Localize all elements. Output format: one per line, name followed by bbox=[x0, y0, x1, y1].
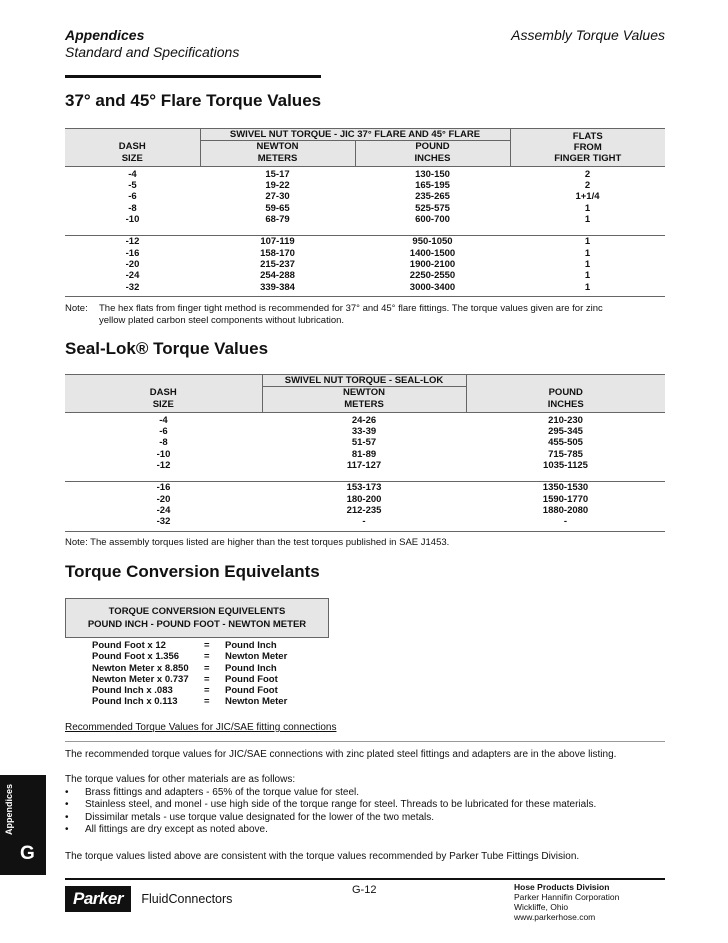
table-cell: 117-127 bbox=[346, 460, 382, 472]
seallok-pound-header: POUND INCHES bbox=[466, 375, 665, 413]
table-row bbox=[65, 412, 665, 426]
bullet-icon: • bbox=[65, 824, 69, 836]
table-cell: -12 bbox=[125, 236, 140, 248]
list-item bbox=[65, 799, 665, 812]
table-row bbox=[65, 482, 665, 494]
header-rule bbox=[65, 75, 321, 78]
table-cell: 180-200 bbox=[346, 493, 382, 505]
recommended-closing: The torque values listed above are consistent with the torque values recommended by Parker Tube Fittings Division. bbox=[65, 851, 580, 862]
table-cell: -20 bbox=[125, 258, 140, 270]
seallok-group-header: SWIVEL NUT TORQUE - SEAL-LOK bbox=[262, 375, 466, 387]
table-cell: 254-288 bbox=[260, 270, 295, 282]
subsection-name: Standard and Specifications bbox=[65, 44, 240, 60]
table-row bbox=[65, 191, 665, 202]
dash-size-header: DASH SIZE bbox=[65, 129, 200, 167]
table-row bbox=[65, 259, 665, 270]
conversion-cell: Pound Foot x 1.356 bbox=[92, 651, 180, 663]
table-cell: 158-170 bbox=[260, 247, 295, 259]
flare-torque-table: DASH SIZE SWIVEL NUT TORQUE - JIC 37° FLARE AND 45° FLARE FLATS FROM FINGER TIGHT NEWTON POUND METERS INCHES -4 15-17 130-150 2 -5 19-22 165-195 2 -6 27-30 235-265 1+1/4 -8 59-65 525-575 1 -10 68-79 600-700 1 -12 107-119 950-1050 1 -16 158-170 1400-1500 1 -20 215-237 1900-2100 1 -24 254-288 2250-2550 1 -32 339-384 3000-3400 1 bbox=[65, 128, 665, 297]
bullet-icon: • bbox=[65, 799, 69, 811]
table-row bbox=[65, 248, 665, 259]
table-cell: 130-150 bbox=[415, 168, 450, 180]
table-row bbox=[65, 180, 665, 191]
page-header bbox=[65, 27, 239, 61]
table-cell: -24 bbox=[156, 504, 171, 516]
list-item bbox=[65, 824, 665, 837]
table-cell: -16 bbox=[156, 482, 171, 494]
bullet-text: Stainless steel, and monel - use high side of the torque range for steel. Threads to be lubricated for these materials. bbox=[85, 799, 597, 811]
conversion-cell: = bbox=[204, 685, 210, 697]
conversion-cell: Pound Inch x .083 bbox=[92, 685, 173, 697]
table-cell: 59-65 bbox=[265, 202, 290, 214]
footer-rule bbox=[65, 878, 665, 880]
seallok-torque-table: DASH SIZE SWIVEL NUT TORQUE - SEAL-LOK POUND INCHES NEWTON METERS -4 24-26 210-230 -6 33-39 295-345 -8 51-57 455-505 -10 81-89 715-785 -12 117-127 1035-1125 -16 153-173 1350-1530 -20 180-200 1590-1770 -24 212-235 1880-2080 -32 - - bbox=[65, 374, 665, 532]
table-cell: 950-1050 bbox=[412, 236, 453, 248]
conversion-cell: Newton Meter x 8.850 bbox=[92, 662, 189, 674]
table-cell: -6 bbox=[159, 426, 168, 438]
conversion-row bbox=[92, 651, 287, 662]
table-cell: -10 bbox=[125, 214, 140, 226]
appendix-tab-letter: G bbox=[20, 843, 35, 864]
table-cell: 81-89 bbox=[351, 448, 377, 460]
table-cell: 339-384 bbox=[260, 281, 295, 293]
conversion-list bbox=[92, 640, 287, 708]
table-cell: -32 bbox=[156, 516, 171, 528]
table-cell: 1 bbox=[584, 270, 591, 282]
recommended-title: Recommended Torque Values for JIC/SAE fitting connections bbox=[65, 722, 337, 733]
pound-inches-header: POUND bbox=[355, 141, 510, 153]
table-cell: -4 bbox=[159, 414, 168, 426]
bullet-icon: • bbox=[65, 811, 69, 823]
section-name: Appendices bbox=[65, 27, 145, 43]
conversion-cell: Newton Meter bbox=[225, 696, 288, 708]
page-number: G-12 bbox=[352, 884, 377, 896]
table-cell: 2 bbox=[584, 180, 591, 192]
conversion-cell: Pound Foot bbox=[225, 685, 278, 697]
list-item bbox=[65, 787, 665, 800]
table-cell: 295-345 bbox=[548, 426, 583, 438]
table-cell: -8 bbox=[128, 202, 137, 214]
recommended-rule bbox=[65, 741, 665, 742]
seallok-section-title: Seal-Lok® Torque Values bbox=[65, 339, 269, 358]
table-cell: 235-265 bbox=[415, 191, 450, 203]
parker-logo bbox=[65, 886, 232, 914]
bullet-text: Dissimilar metals - use torque value designated for the lower of the two metals. bbox=[85, 811, 435, 823]
table-row bbox=[65, 203, 665, 214]
table-cell: 2250-2550 bbox=[409, 270, 456, 282]
parker-logo-mark: Parker bbox=[65, 886, 131, 912]
conversion-section-title: Torque Conversion Equivelants bbox=[65, 562, 320, 581]
conversion-cell: = bbox=[204, 651, 210, 663]
table-cell: -20 bbox=[156, 493, 171, 505]
table-row bbox=[65, 236, 665, 248]
conversion-row bbox=[92, 640, 287, 651]
fluid-connectors-brand: FluidConnectors bbox=[141, 892, 233, 906]
table-cell: -24 bbox=[125, 270, 140, 282]
conversion-row bbox=[92, 696, 287, 707]
table-cell: 1880-2080 bbox=[542, 504, 589, 516]
table-cell: 1 bbox=[584, 281, 591, 293]
conversion-cell: Pound Inch x 0.113 bbox=[92, 696, 178, 708]
table-cell: 1900-2100 bbox=[409, 258, 456, 270]
table-row bbox=[65, 505, 665, 516]
conversion-cell: Newton Meter bbox=[225, 651, 288, 663]
table-cell: 525-575 bbox=[415, 202, 450, 214]
table-cell: 210-230 bbox=[548, 414, 583, 426]
table-cell: 19-22 bbox=[265, 180, 290, 192]
table-cell: 1 bbox=[584, 258, 591, 270]
conversion-row bbox=[92, 674, 287, 685]
table-cell: - bbox=[362, 516, 366, 528]
table-cell: 215-237 bbox=[260, 258, 295, 270]
table-cell: 68-79 bbox=[265, 214, 290, 226]
table-cell: - bbox=[563, 516, 568, 528]
table-row bbox=[65, 282, 665, 293]
table-cell: -8 bbox=[159, 437, 168, 449]
table-cell: 715-785 bbox=[548, 448, 583, 460]
table-cell: 24-26 bbox=[351, 414, 377, 426]
bullet-icon: • bbox=[65, 786, 69, 798]
flare-section-title: 37° and 45° Flare Torque Values bbox=[65, 91, 322, 110]
table-cell: 1 bbox=[584, 247, 591, 259]
recommended-materials: The torque values for other materials are as follows: • Brass fittings and adapters - 65% of the torque value for steel. • Stainless steel, and monel - use high side of the torque range for steel. Threads to be lubricated for these materials. • Dissimilar metals - use torque value designated for the lower of the two metals. • All fittings are dry except as noted above. bbox=[65, 774, 665, 837]
conversion-cell: = bbox=[204, 696, 210, 708]
appendix-tab bbox=[0, 775, 46, 875]
table-cell: -4 bbox=[128, 168, 137, 180]
table-row bbox=[65, 516, 665, 527]
conversion-cell: Pound Foot bbox=[225, 673, 278, 685]
bullet-text: Brass fittings and adapters - 65% of the torque value for steel. bbox=[85, 786, 360, 798]
conversion-cell: = bbox=[204, 662, 210, 674]
flare-note: Note: The hex flats from finger tight method is recommended for 37° and 45° flare fittings. The torque values given are for zinc yellow plated carbon steel components without lubrication. bbox=[65, 303, 603, 326]
table-cell: -10 bbox=[156, 448, 171, 460]
table-cell: 1400-1500 bbox=[409, 247, 456, 259]
table-cell: 27-30 bbox=[265, 191, 290, 203]
table-cell: 33-39 bbox=[351, 426, 377, 438]
conversion-row bbox=[92, 685, 287, 696]
recommended-intro: The recommended torque values for JIC/SAE connections with zinc plated steel fittings and adapters are in the above listing. bbox=[65, 749, 617, 760]
division-info: Hose Products Division Parker Hannifin Corporation Wickliffe, Ohio www.parkerhose.com bbox=[514, 882, 620, 922]
table-row bbox=[65, 460, 665, 471]
table-cell: -5 bbox=[128, 180, 137, 192]
table-row bbox=[65, 270, 665, 281]
header-right-title: Assembly Torque Values bbox=[511, 27, 665, 43]
table-cell: -16 bbox=[125, 247, 140, 259]
swivel-nut-group-header: SWIVEL NUT TORQUE - JIC 37° FLARE AND 45° FLARE bbox=[200, 129, 510, 141]
conversion-row bbox=[92, 663, 287, 674]
table-cell: 2 bbox=[584, 168, 591, 180]
appendix-tab-label: Appendices bbox=[4, 783, 14, 835]
conversion-cell: Pound Inch bbox=[225, 662, 277, 674]
table-cell: 107-119 bbox=[260, 236, 295, 248]
seallok-dash-header: DASH SIZE bbox=[65, 375, 262, 413]
conversion-cell: = bbox=[204, 673, 210, 685]
table-cell: 51-57 bbox=[351, 437, 377, 449]
flats-header: FLATS FROM FINGER TIGHT bbox=[510, 129, 665, 167]
table-row bbox=[65, 449, 665, 460]
table-cell: 1+1/4 bbox=[575, 191, 600, 203]
table-row bbox=[65, 426, 665, 437]
table-cell: 165-195 bbox=[415, 180, 450, 192]
table-cell: -6 bbox=[128, 191, 137, 203]
table-row bbox=[65, 214, 665, 225]
seallok-newton-header: NEWTON bbox=[262, 387, 466, 399]
table-cell: 1590-1770 bbox=[542, 493, 589, 505]
table-cell: 1 bbox=[584, 214, 591, 226]
list-item bbox=[65, 812, 665, 825]
seallok-note: Note: The assembly torques listed are higher than the test torques published in SAE J1453. bbox=[65, 537, 450, 548]
table-cell: 212-235 bbox=[346, 504, 382, 516]
table-cell: 1 bbox=[584, 202, 591, 214]
conversion-cell: Pound Foot x 12 bbox=[92, 640, 166, 651]
conversion-box-header: TORQUE CONVERSION EQUIVELENTS POUND INCH - POUND FOOT - NEWTON METER bbox=[65, 598, 329, 638]
table-cell: 1 bbox=[584, 236, 591, 248]
table-cell: -12 bbox=[156, 460, 171, 472]
table-cell: 15-17 bbox=[265, 168, 290, 180]
table-cell: 1350-1530 bbox=[542, 482, 589, 494]
table-cell: 153-173 bbox=[346, 482, 382, 494]
table-cell: 455-505 bbox=[548, 437, 583, 449]
newton-meters-header: NEWTON bbox=[200, 141, 355, 153]
conversion-cell: Newton Meter x 0.737 bbox=[92, 673, 189, 685]
table-row bbox=[65, 494, 665, 505]
table-row bbox=[65, 437, 665, 448]
table-cell: 1035-1125 bbox=[543, 460, 588, 472]
table-cell: 3000-3400 bbox=[409, 281, 456, 293]
conversion-cell: = bbox=[204, 640, 210, 651]
table-cell: 600-700 bbox=[415, 214, 450, 226]
bullet-text: All fittings are dry except as noted above. bbox=[85, 824, 268, 836]
conversion-cell: Pound Inch bbox=[225, 640, 277, 651]
table-cell: -32 bbox=[125, 281, 140, 293]
table-row bbox=[65, 166, 665, 180]
